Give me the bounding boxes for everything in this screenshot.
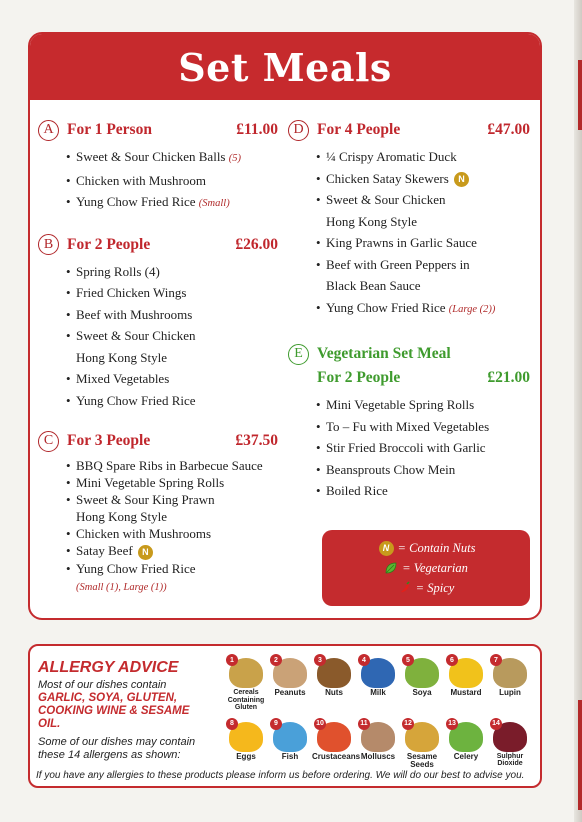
list-item: Hong Kong Style: [326, 213, 417, 229]
item-list: [316, 394, 530, 502]
nut-icon: N: [379, 541, 394, 556]
allergen-number: 2: [270, 654, 282, 666]
allergen-number: 4: [358, 654, 370, 666]
section-title: For 2 People: [67, 235, 151, 253]
edge-strip: [578, 700, 582, 810]
page-title: Set Meals: [178, 44, 392, 90]
list-item: • Yung Chow Fried Rice: [66, 560, 278, 577]
section-header: [288, 342, 530, 366]
allergen-name: Mustard: [450, 688, 482, 697]
allergen-item: [356, 654, 400, 712]
nut-icon: N: [138, 545, 153, 560]
left-column: [38, 118, 278, 610]
allergen-name: Sulphur Dioxide: [496, 752, 524, 767]
item-list: [66, 457, 278, 596]
allergen-number: 5: [402, 654, 414, 666]
allergen-name: Sesame Seeds: [406, 751, 438, 769]
allergen-name: Crustaceans: [312, 751, 361, 761]
section-price: £11.00: [236, 121, 278, 138]
allergen-row: [224, 718, 536, 770]
list-item: • Sweet & Sour Chicken: [66, 325, 278, 347]
allergen-item: [268, 718, 312, 770]
section-letter: A: [38, 120, 59, 141]
allergen-number: 3: [314, 654, 326, 666]
section-header: [38, 429, 278, 453]
item-list: [66, 261, 278, 412]
legend-nuts: [322, 538, 530, 558]
allergen-number: 13: [446, 718, 458, 730]
list-item: • Mini Vegetable Spring Rolls: [66, 474, 278, 491]
allergen-number: 10: [314, 718, 326, 730]
vegetarian-icon: [384, 561, 398, 575]
allergen-number: 12: [402, 718, 414, 730]
legend-label: = Contain Nuts: [397, 540, 476, 555]
section-letter: D: [288, 120, 309, 141]
allergen-number: 9: [270, 718, 282, 730]
edge-strip: [578, 60, 582, 130]
list-item: • Stir Fried Broccoli with Garlic: [316, 437, 530, 459]
list-item: • ¼ Crispy Aromatic Duck: [316, 146, 530, 168]
allergen-name: Nuts: [325, 688, 343, 697]
list-item: • King Prawns in Garlic Sauce: [316, 232, 530, 254]
list-item: • Chicken with Mushroom: [66, 170, 278, 192]
section-title: For 3 People: [67, 432, 151, 449]
allergen-name: Celery: [453, 751, 479, 761]
list-item: • Beansprouts Chow Mein: [316, 459, 530, 481]
section-c: [38, 429, 278, 596]
section-price: £26.00: [235, 235, 278, 253]
list-item: • Yung Chow Fried Rice: [66, 390, 278, 412]
section-price: £37.50: [235, 432, 278, 449]
allergen-number: 7: [490, 654, 502, 666]
allergy-list: GARLIC, SOYA, GLUTEN, COOKING WINE & SESAME OIL.: [38, 692, 190, 730]
section-title: Vegetarian Set Meal: [317, 345, 451, 362]
list-item: • Boiled Rice: [316, 480, 530, 502]
allergy-note: Some of our dishes may contain these 14 allergens as shown:: [38, 736, 196, 761]
allergen-name: Cereals Containing Gluten: [227, 689, 265, 711]
list-item: (Small (1), Large (1)): [76, 581, 167, 593]
legend-label: = Spicy: [415, 580, 455, 595]
list-item: • Chicken with Mushrooms: [66, 525, 278, 542]
allergen-item: [224, 654, 268, 712]
legend-spicy: [322, 578, 530, 598]
allergy-footer: If you have any allergies to these products please inform us before ordering. We will do our best to advise you.: [36, 770, 525, 781]
nut-icon: N: [454, 172, 469, 187]
section-letter: B: [38, 234, 59, 255]
allergen-item: [356, 718, 400, 770]
allergen-item: [488, 718, 532, 770]
section-price: £47.00: [487, 121, 530, 138]
list-item: • Yung Chow Fried Rice (Small): [66, 191, 278, 215]
allergen-number: 8: [226, 718, 238, 730]
list-item: • Mixed Vegetables: [66, 368, 278, 390]
list-item: • BBQ Spare Ribs in Barbecue Sauce: [66, 457, 278, 474]
list-item: • Spring Rolls (4): [66, 261, 278, 283]
allergen-item: [400, 718, 444, 770]
allergy-panel: [28, 644, 542, 788]
list-item: • Beef with Mushrooms: [66, 304, 278, 326]
allergen-name: Lupin: [499, 688, 521, 697]
item-list: [66, 146, 278, 215]
section-price: £21.00: [487, 369, 530, 386]
allergen-item: [268, 654, 312, 712]
right-column: [288, 118, 530, 516]
allergy-title: ALLERGY ADVICE: [38, 659, 179, 676]
section-e: [288, 342, 530, 502]
allergen-name: Eggs: [236, 751, 256, 761]
list-item: • Satay Beef N: [66, 542, 278, 560]
list-item: • To – Fu with Mixed Vegetables: [316, 416, 530, 438]
allergen-item: [224, 718, 268, 770]
allergen-item: [312, 718, 361, 770]
section-a: [38, 118, 278, 215]
section-subtitle: For 2 People: [317, 369, 401, 386]
allergen-item: [312, 654, 356, 712]
item-list: [316, 146, 530, 320]
allergen-item: [444, 654, 488, 712]
list-item: • Sweet & Sour King Prawn: [66, 491, 278, 508]
allergen-item: [488, 654, 532, 712]
chilli-icon: [398, 581, 412, 595]
allergy-text: [38, 679, 214, 762]
list-item: • Fried Chicken Wings: [66, 282, 278, 304]
section-letter: C: [38, 431, 59, 452]
allergy-intro: Most of our dishes contain: [38, 679, 167, 691]
allergen-row: [224, 654, 536, 712]
section-b: [38, 233, 278, 412]
list-item: Hong Kong Style: [76, 349, 167, 365]
allergen-name: Milk: [370, 688, 386, 697]
list-item: • Sweet & Sour Chicken: [316, 189, 530, 211]
list-item: • Yung Chow Fried Rice (Large (2)): [316, 297, 530, 321]
allergen-name: Molluscs: [360, 751, 396, 761]
allergen-number: 11: [358, 718, 370, 730]
allergen-item: [400, 654, 444, 712]
section-title: For 1 Person: [67, 121, 152, 138]
section-header: [38, 233, 278, 257]
legend-label: = Vegetarian: [402, 560, 468, 575]
allergen-grid: [224, 654, 536, 770]
list-item: Hong Kong Style: [76, 509, 167, 524]
list-item: • Mini Vegetable Spring Rolls: [316, 394, 530, 416]
allergen-number: 14: [490, 718, 502, 730]
legend-vegetarian: [322, 558, 530, 578]
list-item: Black Bean Sauce: [326, 278, 421, 293]
menu-header: [30, 34, 540, 100]
section-header: [288, 118, 530, 142]
section-header: [38, 118, 278, 142]
allergen-number: 6: [446, 654, 458, 666]
section-d: [288, 118, 530, 320]
section-letter: E: [288, 344, 309, 365]
list-item: • Beef with Green Peppers in: [316, 254, 530, 276]
list-item: • Chicken Satay Skewers N: [316, 168, 530, 190]
allergen-name: Fish: [281, 751, 299, 761]
list-item: • Sweet & Sour Chicken Balls (5): [66, 146, 278, 170]
section-title: For 4 People: [317, 121, 401, 138]
page-edge: [574, 0, 582, 822]
set-meals-card: [28, 32, 542, 620]
allergen-name: Soya: [412, 688, 432, 697]
allergen-item: [444, 718, 488, 770]
section-subheader: [288, 366, 530, 390]
dietary-legend: [322, 530, 530, 606]
allergen-name: Peanuts: [274, 688, 306, 697]
allergen-number: 1: [226, 654, 238, 666]
